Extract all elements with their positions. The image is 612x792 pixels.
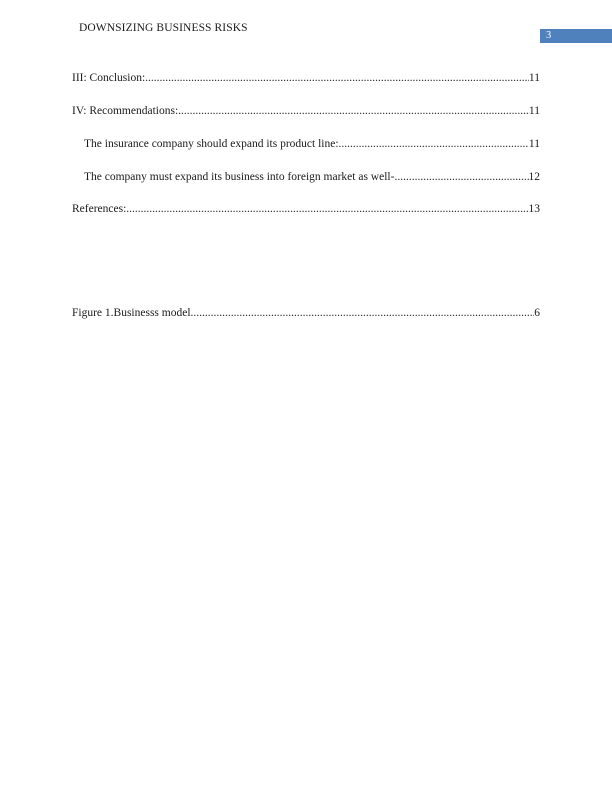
toc-entry-conclusion[interactable] [72, 71, 540, 86]
dot-leader [394, 170, 528, 185]
dot-leader [145, 71, 529, 86]
figure-entry-label: Figure 1.Businesss model [72, 307, 191, 319]
toc-entry-page: 13 [528, 203, 540, 215]
toc-entry-expand-product-line[interactable] [84, 137, 540, 152]
page-number: 3 [546, 30, 552, 41]
dot-leader [178, 104, 529, 119]
toc-entry-label: III: Conclusion: [72, 72, 146, 84]
toc-entry-recommendations[interactable] [72, 104, 540, 119]
toc-entry-foreign-market[interactable] [84, 170, 540, 185]
toc-entry-label: IV: Recommendations: [72, 105, 179, 117]
dot-leader [126, 202, 528, 217]
toc-entry-label: The company must expand its business into foreign market as well- [84, 171, 395, 183]
toc-entry-page: 11 [528, 138, 540, 150]
toc-entry-label: The insurance company should expand its product line: [84, 138, 339, 150]
toc-entry-references[interactable] [72, 202, 540, 217]
figure-entry-page: 6 [534, 307, 540, 319]
page-number-badge [540, 29, 612, 43]
figure-entry-business-model[interactable] [72, 306, 540, 321]
toc-entry-page: 12 [528, 171, 540, 183]
dot-leader [191, 306, 535, 321]
toc-entry-page: 11 [528, 72, 540, 84]
dot-leader [339, 137, 529, 152]
toc-entry-label: References: [72, 203, 127, 215]
toc-entry-page: 11 [528, 105, 540, 117]
running-head-title: DOWNSIZING BUSINESS RISKS [79, 22, 248, 34]
